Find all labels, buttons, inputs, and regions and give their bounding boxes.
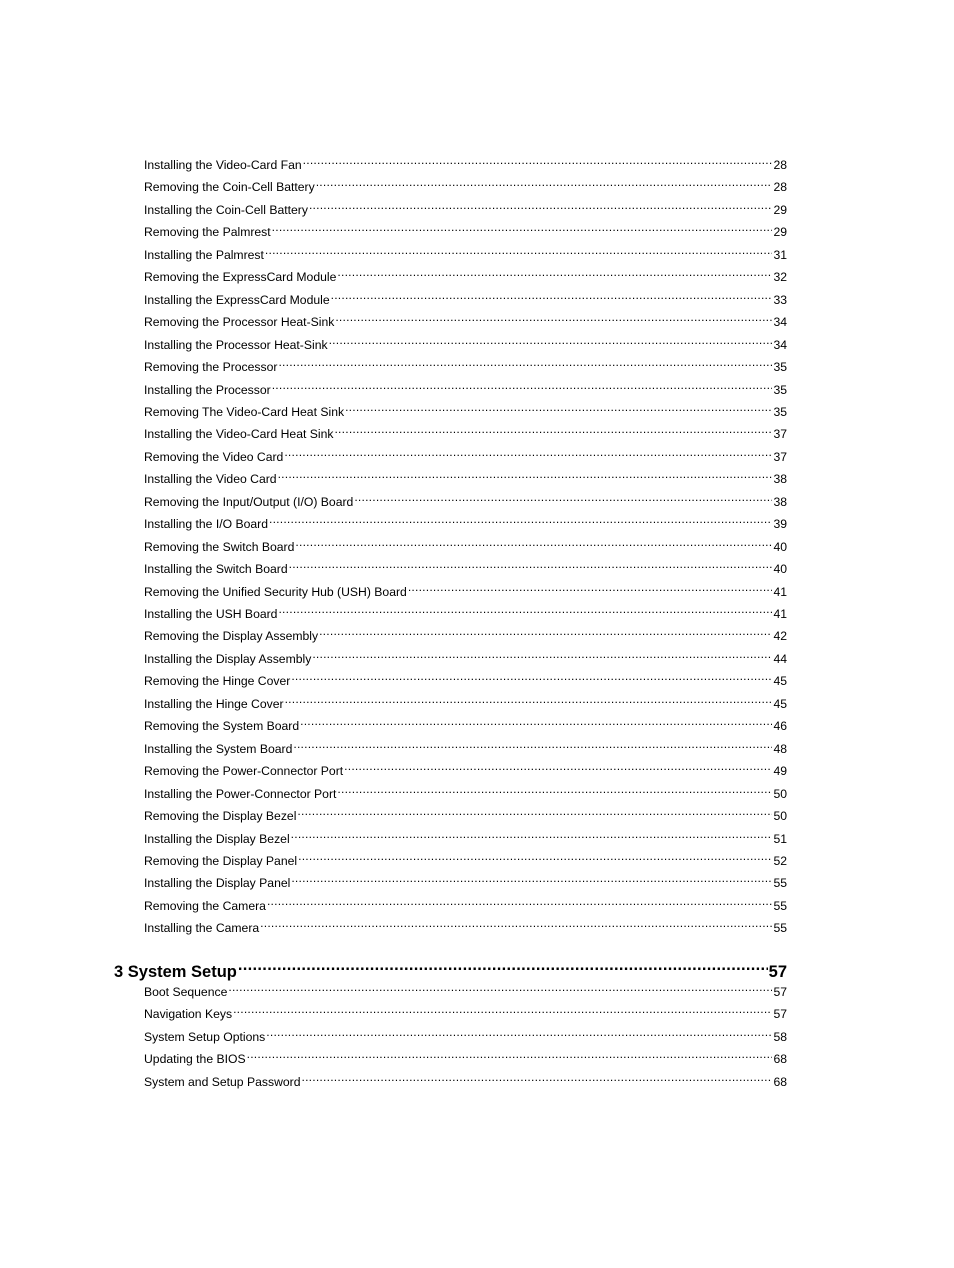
toc-entry-page-number: 45	[773, 696, 787, 711]
toc-entry-title: Installing the Display Bezel	[144, 831, 290, 846]
toc-entry-page-number: 28	[773, 180, 787, 195]
toc-dot-leader	[335, 308, 772, 326]
toc-entry-page-number: 35	[773, 404, 787, 419]
toc-entry[interactable]	[144, 578, 787, 599]
toc-entry-page-number: 28	[773, 158, 787, 172]
toc-dot-leader	[260, 914, 772, 932]
toc-entry-title: Removing the ExpressCard Module	[144, 270, 337, 285]
toc-entry-page-number: 68	[773, 1074, 787, 1089]
toc-entry-page-number: 40	[773, 539, 787, 554]
toc-entry-page-number: 40	[773, 562, 787, 577]
toc-dot-leader	[295, 533, 772, 551]
toc-entry[interactable]	[144, 151, 787, 172]
toc-entry[interactable]	[144, 218, 787, 240]
toc-entry[interactable]	[144, 331, 787, 352]
toc-entry-page-number: 38	[773, 472, 787, 487]
toc-entry[interactable]	[144, 353, 787, 375]
toc-entry-page-number: 50	[773, 786, 787, 801]
toc-dot-leader	[345, 398, 772, 416]
toc-dot-leader	[266, 1023, 772, 1041]
toc-entry[interactable]	[144, 196, 787, 217]
toc-entry[interactable]	[144, 263, 787, 285]
toc-entry-page-number: 46	[773, 719, 787, 734]
toc-entry-title: Installing the Hinge Cover	[144, 696, 284, 711]
toc-chapter-page-number: 57	[768, 963, 787, 981]
toc-entry-page-number: 31	[773, 247, 787, 262]
toc-dot-leader	[329, 331, 773, 349]
toc-entry[interactable]	[144, 622, 787, 644]
toc-entry-title: Navigation Keys	[144, 1007, 233, 1022]
toc-entry-page-number: 55	[773, 898, 787, 913]
toc-entry-title: Removing the Power-Connector Port	[144, 764, 344, 779]
toc-entry-page-number: 68	[773, 1052, 787, 1067]
toc-entry-title: Updating the BIOS	[144, 1052, 246, 1067]
toc-entry[interactable]	[144, 465, 787, 487]
toc-entry-page-number: 35	[773, 360, 787, 375]
toc-entry-page-number: 29	[773, 202, 787, 217]
toc-entry-title: Installing the Coin-Cell Battery	[144, 202, 308, 217]
toc-dot-leader	[284, 443, 772, 461]
toc-dot-leader	[278, 465, 773, 483]
toc-dot-leader	[233, 1000, 772, 1018]
toc-dot-leader	[291, 869, 772, 887]
toc-dot-leader	[291, 825, 773, 843]
toc-entry[interactable]	[144, 555, 787, 577]
toc-entry-title: Removing the Hinge Cover	[144, 674, 291, 689]
toc-entry-page-number: 29	[773, 225, 787, 240]
toc-dot-leader	[238, 953, 768, 977]
toc-entry-title: Installing the Palmrest	[144, 247, 264, 262]
toc-entry[interactable]	[144, 376, 787, 397]
toc-dot-leader	[289, 555, 773, 573]
toc-entry[interactable]	[144, 780, 787, 801]
toc-entry-title: Removing the Unified Security Hub (USH) Board	[144, 584, 407, 599]
toc-entry[interactable]	[144, 869, 787, 891]
toc-dot-leader	[408, 578, 773, 596]
toc-entry-page-number: 42	[773, 629, 787, 644]
toc-dot-leader	[247, 1045, 773, 1063]
toc-entry-title: Installing the USH Board	[144, 607, 278, 621]
toc-entry-title: Installing the Display Assembly	[144, 651, 312, 666]
toc-entry-page-number: 33	[773, 292, 787, 307]
toc-dot-leader	[228, 978, 772, 996]
toc-entry[interactable]	[144, 892, 787, 913]
toc-entry[interactable]	[144, 600, 787, 621]
toc-entry-page-number: 55	[773, 921, 787, 936]
toc-entry[interactable]	[144, 173, 787, 195]
toc-entry-page-number: 37	[773, 449, 787, 464]
toc-entry[interactable]	[144, 443, 787, 464]
toc-chapter-heading[interactable]	[114, 953, 787, 981]
toc-dot-leader	[272, 218, 773, 236]
toc-dot-leader	[312, 645, 772, 663]
toc-entry-title: Installing the Camera	[144, 921, 260, 936]
toc-entry-title: Boot Sequence	[144, 985, 228, 999]
toc-dot-leader	[267, 892, 773, 910]
toc-dot-leader	[302, 1068, 773, 1086]
toc-entry[interactable]	[144, 757, 787, 779]
toc-entry[interactable]	[144, 712, 787, 734]
toc-dot-leader	[265, 241, 773, 259]
toc-entry-title: System and Setup Password	[144, 1074, 301, 1089]
toc-entry[interactable]	[144, 1023, 787, 1044]
toc-dot-leader	[331, 286, 773, 304]
toc-entry-page-number: 49	[773, 764, 787, 779]
toc-entry-page-number: 58	[773, 1029, 787, 1044]
toc-dot-leader	[278, 600, 772, 618]
toc-entry-title: Installing the ExpressCard Module	[144, 292, 330, 307]
toc-entry-title: Removing the Display Bezel	[144, 809, 297, 824]
toc-entry-title: Removing the System Board	[144, 719, 300, 734]
toc-entry-title: Removing The Video-Card Heat Sink	[144, 404, 345, 419]
toc-entry[interactable]	[144, 398, 787, 419]
toc-entry-page-number: 52	[773, 853, 787, 868]
toc-entry-title: Removing the Processor Heat-Sink	[144, 315, 335, 330]
toc-entry[interactable]	[144, 847, 787, 868]
toc-dot-leader	[297, 802, 772, 820]
toc-dot-leader	[354, 488, 772, 506]
toc-dot-leader	[337, 263, 772, 281]
toc-entry[interactable]	[144, 1000, 787, 1022]
toc-entry-page-number: 38	[773, 494, 787, 509]
toc-entry-page-number: 57	[773, 1007, 787, 1022]
toc-entry[interactable]	[144, 1045, 787, 1067]
toc-entry-page-number: 55	[773, 876, 787, 891]
toc-entry-title: Installing the System Board	[144, 741, 293, 756]
toc-dot-leader	[309, 196, 773, 214]
toc-entry-title: Installing the I/O Board	[144, 517, 268, 532]
toc-entry-title: Installing the Video-Card Heat Sink	[144, 427, 334, 442]
toc-entry-title: Removing the Camera	[144, 898, 266, 913]
toc-entry[interactable]	[144, 645, 787, 666]
toc-entry[interactable]	[144, 488, 787, 509]
toc-entry-title: System Setup Options	[144, 1029, 266, 1044]
toc-entry-title: Installing the Processor	[144, 382, 271, 397]
toc-entry-title: Removing the Palmrest	[144, 225, 271, 240]
toc-entry-page-number: 51	[773, 831, 787, 846]
toc-entry-title: Installing the Display Panel	[144, 876, 291, 891]
toc-entry[interactable]	[144, 667, 787, 689]
toc-entry-page-number: 50	[773, 809, 787, 824]
toc-entry-page-number: 41	[773, 607, 787, 621]
toc-dot-leader	[278, 353, 772, 371]
toc-dot-leader	[293, 735, 772, 753]
toc-entry-page-number: 34	[773, 315, 787, 330]
toc-entry-page-number: 39	[773, 517, 787, 532]
toc-entry-title: Removing the Processor	[144, 360, 278, 375]
toc-dot-leader	[344, 757, 772, 775]
toc-chapter-title: 3 System Setup	[114, 963, 237, 981]
toc-entry-title: Removing the Input/Output (I/O) Board	[144, 494, 354, 509]
toc-entry-page-number: 37	[773, 427, 787, 442]
toc-dot-leader	[269, 510, 772, 528]
toc-entry-page-number: 44	[773, 651, 787, 666]
toc-entry-title: Installing the Power-Connector Port	[144, 786, 337, 801]
toc-entry-page-number: 45	[773, 674, 787, 689]
toc-entry[interactable]	[144, 308, 787, 330]
toc-entry-page-number: 32	[773, 270, 787, 285]
toc-entry[interactable]	[144, 241, 787, 262]
toc-entry-title: Removing the Display Assembly	[144, 629, 319, 644]
toc-dot-leader	[272, 376, 773, 394]
toc-dot-leader	[285, 690, 773, 708]
toc-entry[interactable]	[144, 802, 787, 824]
toc-entry[interactable]	[144, 533, 787, 554]
toc-entry-page-number: 41	[773, 584, 787, 599]
toc-dot-leader	[303, 151, 773, 169]
toc-entry-title: Removing the Video Card	[144, 449, 284, 464]
toc-entry[interactable]	[144, 735, 787, 756]
toc-dot-leader	[334, 420, 772, 438]
toc-dot-leader	[316, 173, 773, 191]
toc-dot-leader	[319, 622, 772, 640]
toc-dot-leader	[337, 780, 772, 798]
toc-entry[interactable]	[144, 825, 787, 846]
toc-entry-title: Installing the Video Card	[144, 472, 277, 487]
toc-entry[interactable]	[144, 1068, 787, 1089]
toc-entry[interactable]	[144, 978, 787, 999]
toc-entry[interactable]	[144, 690, 787, 711]
toc-entry-page-number: 48	[773, 741, 787, 756]
toc-entry[interactable]	[144, 286, 787, 307]
toc-entry[interactable]	[144, 914, 787, 936]
toc-entry-title: Installing the Switch Board	[144, 562, 288, 577]
toc-entry-title: Removing the Display Panel	[144, 853, 298, 868]
toc-entry-title: Installing the Video-Card Fan	[144, 158, 302, 172]
toc-entry-page-number: 34	[773, 337, 787, 352]
toc-entry-page-number: 35	[773, 382, 787, 397]
toc-dot-leader	[300, 712, 772, 730]
toc-entry-page-number: 57	[773, 985, 787, 999]
toc-entry[interactable]	[144, 510, 787, 532]
toc-dot-leader	[298, 847, 772, 865]
toc-entry-title: Installing the Processor Heat-Sink	[144, 337, 328, 352]
toc-entry-title: Removing the Switch Board	[144, 539, 295, 554]
toc-entry-title: Removing the Coin-Cell Battery	[144, 180, 315, 195]
toc-dot-leader	[291, 667, 772, 685]
toc-entry[interactable]	[144, 420, 787, 442]
